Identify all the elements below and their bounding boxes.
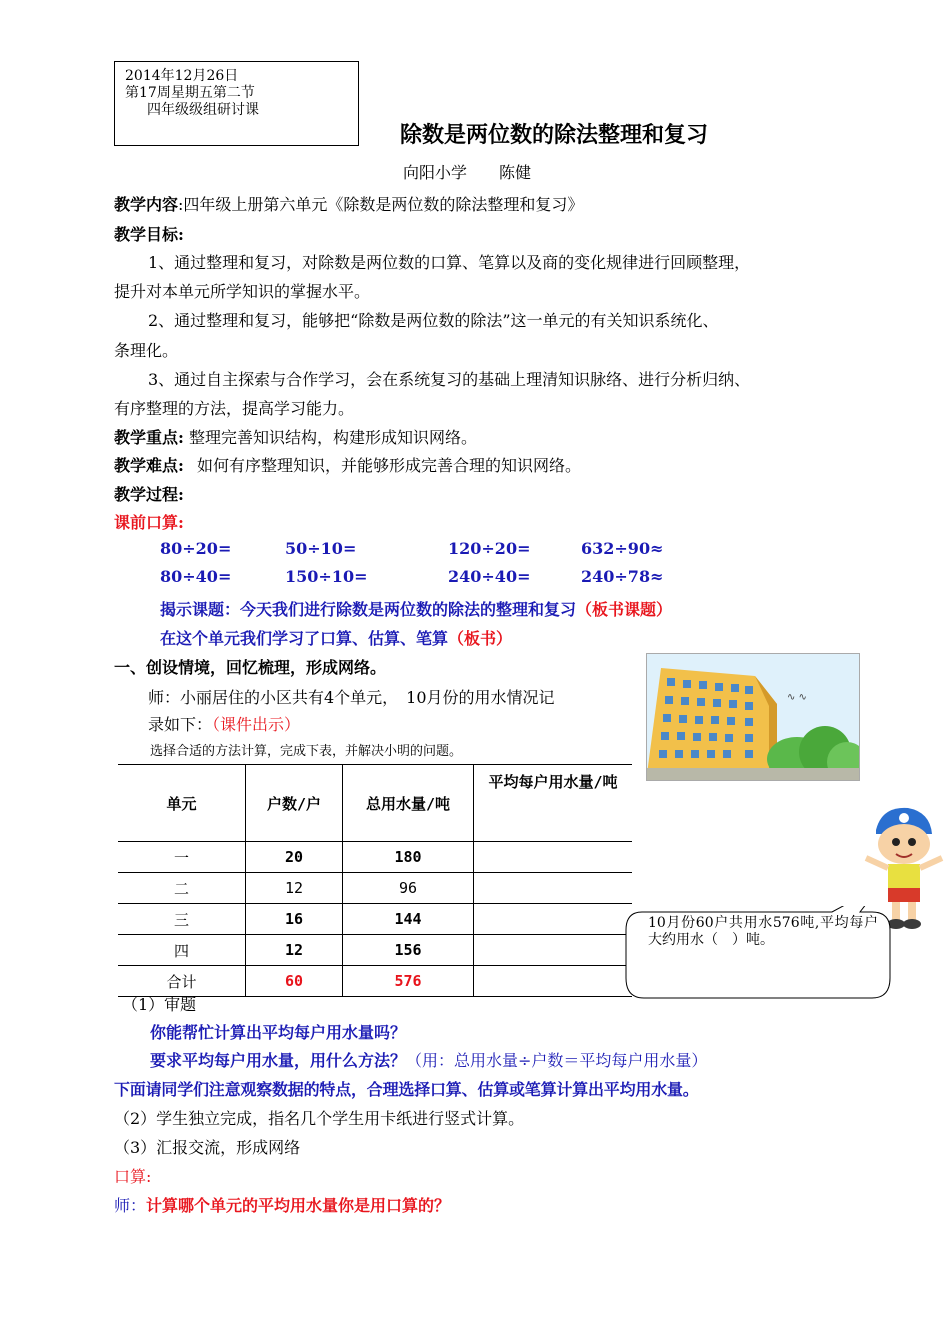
key-point-text: 整理完善知识结构，构建形成知识网络。: [189, 428, 478, 447]
goal-2-line-2: 条理化。: [114, 341, 179, 360]
table-cell: 12: [246, 873, 343, 904]
goal-3-line-2: 有序整理的方法，提高学习能力。: [114, 399, 355, 418]
warmup-label: 课前口算:: [114, 513, 184, 532]
step-1: （1）审题: [122, 995, 197, 1014]
teacher-line-2: [148, 712, 300, 735]
table-row: [118, 873, 632, 904]
table-header-cell: 单元: [118, 765, 246, 842]
teacher-line-1: 师：小丽居住的小区共有4个单元， 10月份的用水情况记: [148, 688, 555, 707]
table-cell: 96: [343, 873, 474, 904]
table-row: [118, 904, 632, 935]
step-3: （3）汇报交流，形成网络: [114, 1138, 301, 1157]
reveal-topic-note: （板书课题）: [576, 600, 673, 619]
table-header-row: [118, 765, 632, 842]
calc-item: 240÷78≈: [581, 567, 664, 586]
table-cell-empty: [474, 904, 633, 935]
page-title: 除数是两位数的除法整理和复习: [400, 122, 709, 148]
question-2-row: [150, 1048, 707, 1071]
svg-text:∿ ∿: ∿ ∿: [787, 692, 807, 703]
table-cell: 20: [246, 842, 343, 873]
difficulty-row: [114, 453, 581, 476]
calc-item: 120÷20=: [448, 539, 531, 558]
unit-learned-note: （板书）: [448, 629, 513, 648]
table-row: [118, 935, 632, 966]
calc-item: 80÷20=: [160, 539, 232, 558]
calc-item: 150÷10=: [285, 567, 368, 586]
table-cell: 三: [118, 904, 246, 935]
goal-1-line-2: 提升对本单元所学知识的掌握水平。: [114, 282, 371, 301]
table-header-cell: 总用水量/吨: [343, 765, 474, 842]
final-question-prefix: 师：: [114, 1196, 147, 1215]
unit-learned-row: [160, 626, 512, 649]
lesson-date: 2014年12月26日: [125, 68, 239, 84]
reveal-topic-text: 揭示课题：今天我们进行除数是两位数的除法的整理和复习: [160, 600, 577, 619]
reveal-topic-row: [160, 597, 672, 620]
question-2-answer: （用：总用水量÷户数＝平均每户用水量）: [406, 1051, 708, 1070]
step-2: （2）学生独立完成，指名几个学生用卡纸进行竖式计算。: [114, 1109, 525, 1128]
key-point-label: 教学重点:: [114, 428, 184, 447]
key-point-row: [114, 425, 477, 448]
table-cell-empty: [474, 935, 633, 966]
content-row: [114, 192, 583, 215]
speech-bubble-text: 10月份60户共用水576吨,平均每户大约用水（ ）吨。: [648, 915, 878, 948]
content-label: 教学内容: [114, 195, 179, 214]
table-cell: 144: [343, 904, 474, 935]
lesson-period: 第17周星期五第二节: [125, 85, 255, 101]
oral-label: 口算:: [114, 1167, 152, 1186]
question-2: 要求平均每户用水量，用什么方法？: [150, 1051, 407, 1070]
table-header-cell: 户数/户: [246, 765, 343, 842]
final-question-row: [114, 1193, 450, 1216]
instruction-line: 选择合适的方法计算，完成下表，并解决小明的问题。: [150, 744, 463, 759]
table-cell: 四: [118, 935, 246, 966]
goal-1-line-1: 1、通过整理和复习，对除数是两位数的口算、笔算以及商的变化规律进行回顾整理，: [148, 253, 751, 272]
table-cell: 156: [343, 935, 474, 966]
table-cell: 180: [343, 842, 474, 873]
author-line: 向阳小学 陈健: [403, 163, 532, 182]
calc-item: 50÷10=: [285, 539, 357, 558]
observe-instruction: 下面请同学们注意观察数据的特点，合理选择口算、估算或笔算计算出平均用水量。: [114, 1080, 699, 1099]
content-text: :四年级上册第六单元《除数是两位数的除法整理和复习》: [178, 195, 584, 214]
goal-3-line-1: 3、通过自主探索与合作学习，会在系统复习的基础上理清知识脉络、进行分析归纳、: [148, 370, 751, 389]
calc-item: 632÷90≈: [581, 539, 664, 558]
table-cell-empty: [474, 966, 633, 997]
teacher-line-2-text: 录如下：: [148, 715, 213, 734]
section-1-heading: 一、创设情境，回忆梳理，形成网络。: [114, 658, 387, 677]
table-cell: 576: [343, 966, 474, 997]
table-cell: 一: [118, 842, 246, 873]
table-cell: 16: [246, 904, 343, 935]
table-header-cell: 平均每户用水量/吨: [474, 765, 633, 842]
question-1: 你能帮忙计算出平均每户用水量吗？: [150, 1023, 407, 1042]
calc-item: 80÷40=: [160, 567, 232, 586]
goal-2-line-1: 2、通过整理和复习，能够把“除数是两位数的除法”这一单元的有关知识系统化、: [148, 311, 719, 330]
goals-label: 教学目标:: [114, 225, 184, 244]
final-question-text: 计算哪个单元的平均用水量你是用口算的？: [146, 1196, 451, 1215]
table-cell: 60: [246, 966, 343, 997]
difficulty-text: 如何有序整理知识，并能够形成完善合理的知识网络。: [197, 456, 582, 475]
calc-item: 240÷40=: [448, 567, 531, 586]
process-label: 教学过程:: [114, 485, 184, 504]
water-usage-table: [118, 764, 632, 997]
lesson-info-box: [114, 61, 359, 146]
table-cell: 合计: [118, 966, 246, 997]
apartment-building-illustration: [646, 653, 860, 781]
table-cell: 12: [246, 935, 343, 966]
table-cell-empty: [474, 842, 633, 873]
slide-note: （课件出示）: [212, 715, 301, 734]
table-row: [118, 842, 632, 873]
lesson-type: 四年级级组研讨课: [147, 102, 259, 118]
unit-learned-text: 在这个单元我们学习了口算、估算、笔算: [160, 629, 449, 648]
table-cell-empty: [474, 873, 633, 904]
difficulty-label: 教学难点:: [114, 456, 184, 475]
table-cell: 二: [118, 873, 246, 904]
